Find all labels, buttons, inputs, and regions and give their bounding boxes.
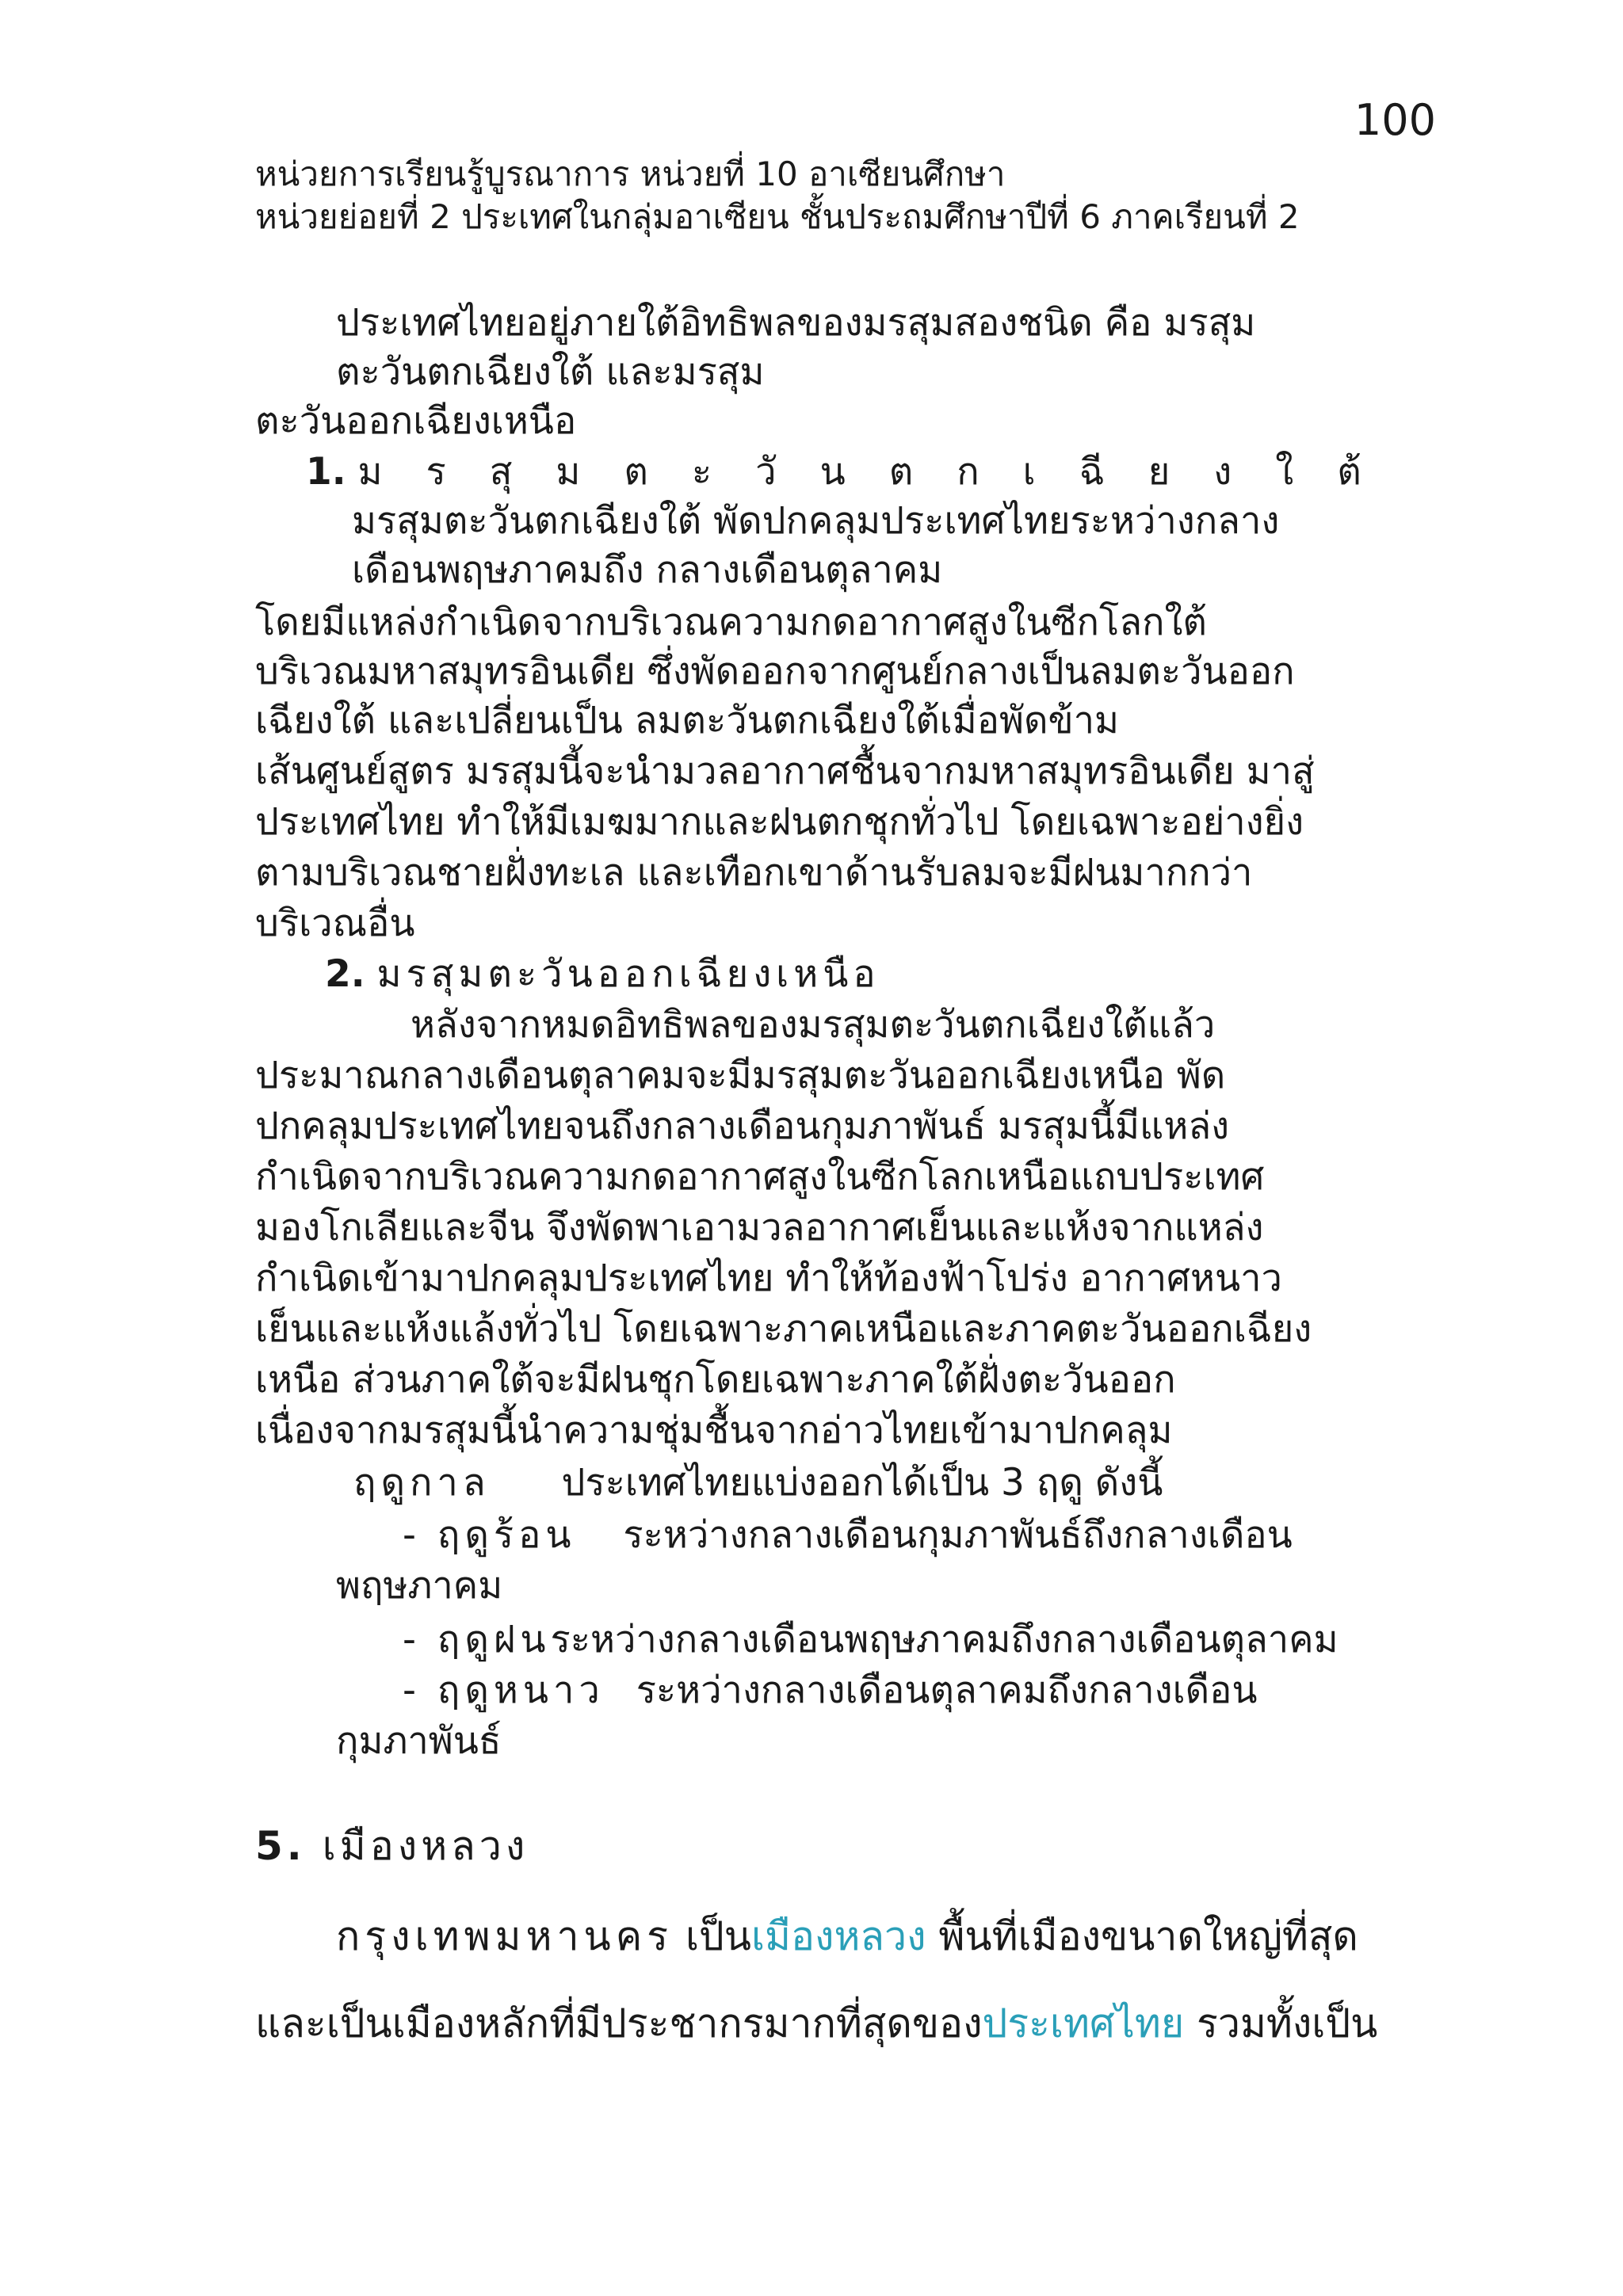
season-cold-text: ระหว่างกลางเดือนตุลาคมถึงกลางเดือน	[636, 1669, 1258, 1712]
capital-title: เมืองหลวง	[322, 1823, 529, 1869]
intro-line-2: ตะวันตกเฉียงใต้ และมรสุม	[336, 350, 765, 394]
capital-line-2	[255, 2000, 1377, 2047]
seasons-intro: ประเทศไทยแบ่งออกได้เป็น 3 ฤดู ดังนี้	[561, 1461, 1163, 1505]
monsoon2-body-3: มองโกเลียและจีน จึงพัดพาเอามวลอากาศเย็นและแห้งจากแหล่ง	[255, 1206, 1264, 1249]
monsoon1-body-0: โดยมีแหล่งกำเนิดจากบริเวณความกดอากาศสูงในซีกโลกใต้	[255, 601, 1207, 644]
monsoon1-body-6: บริเวณอื่น	[255, 902, 415, 945]
header-line-2: หน่วยย่อยที่ 2 ประเทศในกลุ่มอาเซียน ชั้นประถมศึกษาปีที่ 6 ภาคเรียนที่ 2	[255, 197, 1300, 236]
monsoon2-body-4: กำเนิดเข้ามาปกคลุมประเทศไทย ทำให้ท้องฟ้าโปร่ง อากาศหนาว	[255, 1257, 1282, 1300]
monsoon1-number: 1.	[306, 450, 346, 494]
monsoon1-heading	[306, 448, 1405, 496]
season-cold	[403, 1667, 1258, 1714]
seasons-intro-line	[353, 1459, 1163, 1507]
monsoon1-line-2: เดือนพฤษภาคมถึง กลางเดือนตุลาคม	[352, 548, 943, 592]
season-hot-label: - ฤดูร้อน	[403, 1513, 576, 1557]
monsoon2-body-0: ประมาณกลางเดือนตุลาคมจะมีมรสุมตะวันออกเฉียงเหนือ พัด	[255, 1054, 1226, 1097]
page-number: 100	[1354, 95, 1436, 145]
monsoon2-body-2: กำเนิดจากบริเวณความกดอากาศสูงในซีกโลกเหนือแถบประเทศ	[255, 1155, 1265, 1199]
seasons-label: ฤดูกาล	[353, 1461, 491, 1505]
season-rainy	[403, 1616, 1338, 1664]
monsoon2-body-6: เหนือ ส่วนภาคใต้จะมีฝนชุกโดยเฉพาะภาคใต้ฝั่งตะวันออก	[255, 1358, 1176, 1402]
monsoon1-body-3: เส้นศูนย์สูตร มรสุมนี้จะนำมวลอากาศชื้นจากมหาสมุทรอินเดีย มาสู่	[255, 749, 1315, 793]
monsoon1-body-5: ตามบริเวณชายฝั่งทะเล และเทือกเขาด้านรับลมจะมีฝนมากกว่า	[255, 851, 1253, 894]
capital-text1-a: เป็น	[685, 1913, 751, 1959]
season-rainy-label: - ฤดูฝน	[403, 1618, 551, 1661]
season-cold-cont: กุมภาพันธ์	[336, 1719, 502, 1763]
monsoon2-number: 2.	[325, 952, 365, 996]
monsoon2-heading	[325, 951, 880, 998]
season-hot	[403, 1512, 1293, 1559]
season-rainy-text: ระหว่างกลางเดือนพฤษภาคมถึงกลางเดือนตุลาคม	[550, 1618, 1338, 1661]
monsoon2-body-1: ปกคลุมประเทศไทยจนถึงกลางเดือนกุมภาพันธ์ มรสุมนี้มีแหล่ง	[255, 1104, 1230, 1148]
header-line-1: หน่วยการเรียนรู้บูรณาการ หน่วยที่ 10 อาเซียนศึกษา	[255, 154, 1006, 193]
season-hot-text: ระหว่างกลางเดือนกุมภาพันธ์ถึงกลางเดือน	[623, 1513, 1293, 1557]
capital-line-1	[336, 1913, 1358, 1960]
intro-line-3: ตะวันออกเฉียงเหนือ	[255, 399, 577, 443]
capital-link-thailand[interactable]: ประเทศไทย	[982, 2000, 1185, 2046]
monsoon2-body-7: เนื่องจากมรสุมนี้นำความชุ่มชื้นจากอ่าวไทยเข้ามาปกคลุม	[255, 1409, 1173, 1452]
capital-text2-b: รวมทั้งเป็น	[1197, 2000, 1378, 2046]
capital-link-capital[interactable]: เมืองหลวง	[750, 1913, 926, 1959]
monsoon2-title: มรสุมตะวันออกเฉียงเหนือ	[376, 952, 880, 996]
capital-heading	[255, 1822, 529, 1870]
monsoon2-body-5: เย็นและแห้งแล้งทั่วไป โดยเฉพาะภาคเหนือและภาคตะวันออกเฉียง	[255, 1307, 1312, 1351]
intro-line-1: ประเทศไทยอยู่ภายใต้อิทธิพลของมรสุมสองชนิด คือ มรสุม	[336, 301, 1256, 345]
monsoon1-title: มรสุมตะวันตกเฉียงใต้	[357, 450, 1405, 494]
monsoon2-line-1: หลังจากหมดอิทธิพลของมรสุมตะวันตกเฉียงใต้แล้ว	[411, 1003, 1216, 1047]
monsoon1-body-4: ประเทศไทย ทำให้มีเมฆมากและฝนตกชุกทั่วไป โดยเฉพาะอย่างยิ่ง	[255, 800, 1304, 844]
capital-number: 5.	[255, 1823, 306, 1869]
capital-city: กรุงเทพมหานคร	[336, 1913, 674, 1959]
capital-text2-a: และเป็นเมืองหลักที่มีประชากรมากที่สุดของ	[255, 2000, 983, 2046]
monsoon1-line-1: มรสุมตะวันตกเฉียงใต้ พัดปกคลุมประเทศไทยระหว่างกลาง	[352, 499, 1280, 543]
monsoon1-body-2: เฉียงใต้ และเปลี่ยนเป็น ลมตะวันตกเฉียงใต้เมื่อพัดข้าม	[255, 699, 1120, 742]
season-hot-cont: พฤษภาคม	[336, 1564, 503, 1608]
season-cold-label: - ฤดูหนาว	[403, 1669, 605, 1712]
monsoon1-body-1: บริเวณมหาสมุทรอินเดีย ซึ่งพัดออกจากศูนย์กลางเป็นลมตะวันออก	[255, 650, 1295, 693]
capital-text1-b: พื้นที่เมืองขนาดใหญ่ที่สุด	[938, 1913, 1358, 1959]
